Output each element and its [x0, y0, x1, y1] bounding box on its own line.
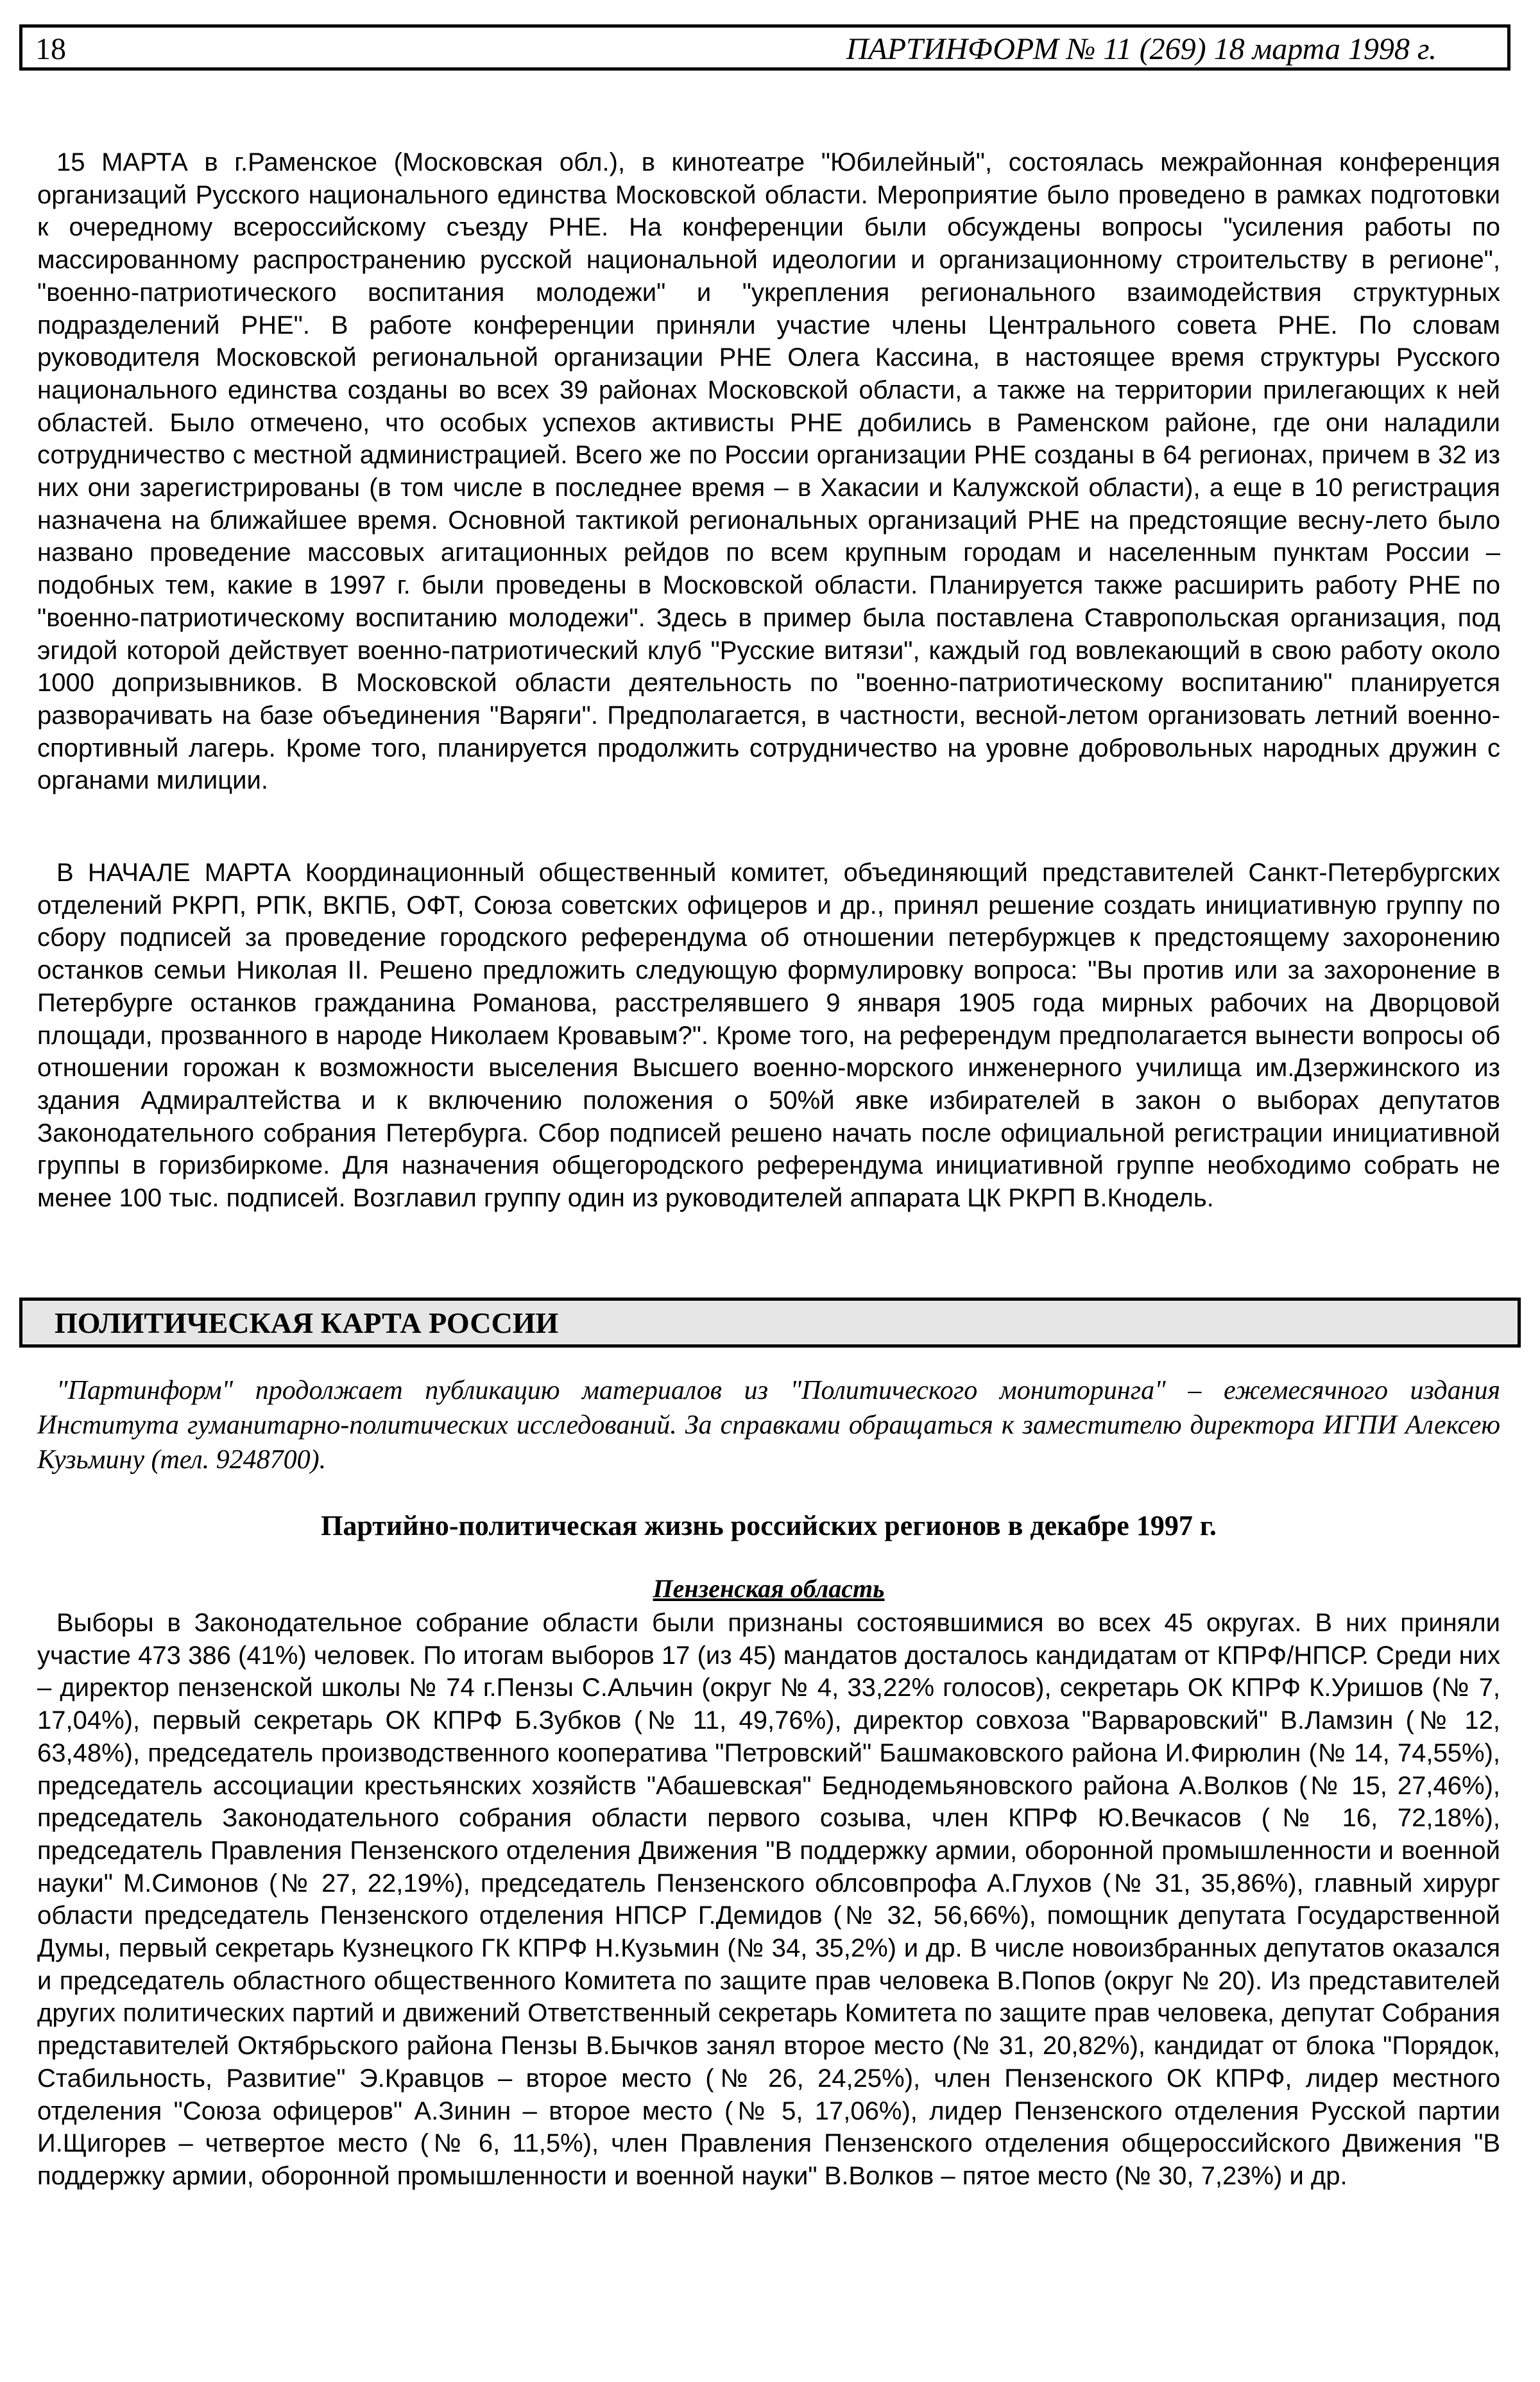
region-title: Пензенская область	[653, 1574, 885, 1603]
page-header	[19, 24, 1510, 71]
region-body: Выборы в Законодательное собрание области были признаны состоявшимися во всех 45 округах. В них приняли участие 473 386 (41%) человек. По итогам выборов 17 (из 45) мандатов досталось кандидатам от КПРФ/НПСР. Среди них – директор пензенской школы № 74 г.Пензы С.Альчин (округ № 4, 33,22% голосов), секретарь ОК КПРФ К.Уришов (№ 7, 17,04%), первый секретарь ОК КПРФ Б.Зубков (№ 11, 49,76%), директор совхоза "Варваровский" В.Ламзин (№ 12, 63,48%), председатель производственного кооператива "Петровский" Башмаковского района И.Фирюлин (№ 14, 74,55%), председатель ассоциации крестьянских хозяйств "Абашевская" Беднодемьяновского района А.Волков (№ 15, 27,46%), председатель Законодательного собрания области первого созыва, член КПРФ Ю.Вечкасов (№ 16, 72,18%), председатель Правления Пензенского отделения Движения "В поддержку армии, оборонной промышленности и военной науки" М.Симонов (№ 27, 22,19%), председатель Пензенского облсовпрофа А.Глухов (№ 31, 35,86%), главный хирург области председатель Пензенского отделения НПСР Г.Демидов (№ 32, 56,66%), помощник депутата Государственной Думы, первый секретарь Кузнецкого ГК КПРФ Н.Кузьмин (№ 34, 35,2%) и др. В числе новоизбранных депутатов оказался и председатель областного общественного Комитета по защите прав человека В.Попов (округ № 20). Из представителей других политических партий и движений Ответственный секретарь Комитета по защите прав человека, депутат Собрания представителей Октябрьского района Пензы В.Бычков занял второе место (№ 31, 20,82%), кандидат от блока "Порядок, Стабильность, Развитие" Э.Кравцов – второе место (№ 26, 24,25%), член Пензенского ОК КПРФ, лидер местного отделения "Союза офицеров" А.Зинин – второе место (№ 5, 17,06%), лидер Пензенского отделения Русской партии И.Щигорев – четвертое место (№ 6, 11,5%), член Правления Пензенского отделения общероссийского Движения "В поддержку армии, оборонной промышленности и военной науки" В.Волков – пятое место (№ 30, 7,23%) и др.	[37, 1609, 1500, 2190]
page-number: 18	[35, 32, 66, 66]
report-title-block	[37, 1509, 1500, 1542]
news-paragraph: В НАЧАЛЕ МАРТА Координационный общественный комитет, объединяющий представителей Санкт-Петербургских отделений РКРП, РПК, ВКПБ, ОФТ, Союза советских офицеров и др., принял решение создать инициативную группу по сбору подписей за проведение городского референдума об отношении петербуржцев к предстоящему захоронению останков семьи Николая II. Решено предложить следующую формулировку вопроса: "Вы против или за захоронение в Петербурге останков гражданина Романова, расстрелявшего 9 января 1905 года мирных рабочих на Дворцовой площади, прозванного в народе Николаем Кровавым?". Кроме того, на референдум предполагается вынести вопросы об отношении горожан к возможности выселения Высшего военно-морского инженерного училища им.Дзержинского из здания Адмиралтейства и к включению положения о 50%й явке избирателей в закон о выборах депутатов Законодательного собрания Петербурга. Сбор подписей решено начать после официальной регистрации инициативной группы в горизбиркоме. Для назначения общегородского референдума инициативной группе необходимо собрать не менее 100 тыс. подписей. Возглавил группу один из руководителей аппарата ЦК РКРП В.Кнодель.	[37, 859, 1500, 1213]
news-paragraph: 15 МАРТА в г.Раменское (Московская обл.), в кинотеатре "Юбилейный", состоялась межрайонная конференция организаций Русского национального единства Московской области. Мероприятие было проведено в рамках подготовки к очередному всероссийскому съезду РНЕ. На конференции были обсуждены вопросы "усиления работы по массированному распространению русской национальной идеологии и организационному строительству в регионе", "военно-патриотического воспитания молодежи" и "укрепления регионального взаимодействия структурных подразделений РНЕ". В работе конференции приняли участие члены Центрального совета РНЕ. По словам руководителя Московской региональной организации РНЕ Олега Кассина, в настоящее время структуры Русского национального единства созданы во всех 39 районах Московской области, а также на территории прилегающих к ней областей. Было отмечено, что особых успехов активисты РНЕ добились в Раменском районе, где они наладили сотрудничество с местной администрацией. Всего же по России организации РНЕ созданы в 64 регионах, причем в 32 из них они зарегистрированы (в том числе в последнее время – в Хакасии и Калужской области), а еще в 10 регистрация назначена на ближайшее время. Основной тактикой региональных организаций РНЕ на предстоящие весну-лето было названо проведение массовых агитационных рейдов по всем крупным городам и населенным пунктам России – подобных тем, какие в 1997 г. были проведены в Московской области. Планируется также расширить работу РНЕ по "военно-патриотическому воспитанию молодежи". Здесь в пример была поставлена Ставропольская организация, под эгидой которой действует военно-патриотический клуб "Русские витязи", каждый год вовлекающий в свою работу около 1000 допризывников. В Московской области деятельность по "военно-патриотическому воспитанию" планируется разворачивать на базе объединения "Варяги". Предполагается, в частности, весной-летом организовать летний военно-спортивный лагерь. Кроме того, планируется продолжить сотрудничество на уровне добровольных народных дружин с органами милиции.	[37, 148, 1500, 795]
report-title: Партийно-политическая жизнь российских регионов в декабре 1997 г.	[321, 1510, 1217, 1541]
section-heading: ПОЛИТИЧЕСКАЯ КАРТА РОССИИ	[19, 1298, 1521, 1348]
region-body-block	[37, 1607, 1500, 2193]
news-item-ramenskoe	[37, 146, 1500, 797]
region-title-block	[37, 1573, 1500, 1604]
news-item-petersburg	[37, 857, 1500, 1215]
issue-info: ПАРТИНФОРМ № 11 (269) 18 марта 1998 г.	[846, 32, 1437, 66]
section-intro-block	[37, 1373, 1500, 1477]
section-intro: "Партинформ" продолжает публикацию материалов из "Политического мониторинга" – ежемесячного издания Института гуманитарно-политических исследований. За справками обращаться к заместителю директора ИГПИ Алексею Кузьмину (тел. 9248700).	[37, 1376, 1500, 1475]
